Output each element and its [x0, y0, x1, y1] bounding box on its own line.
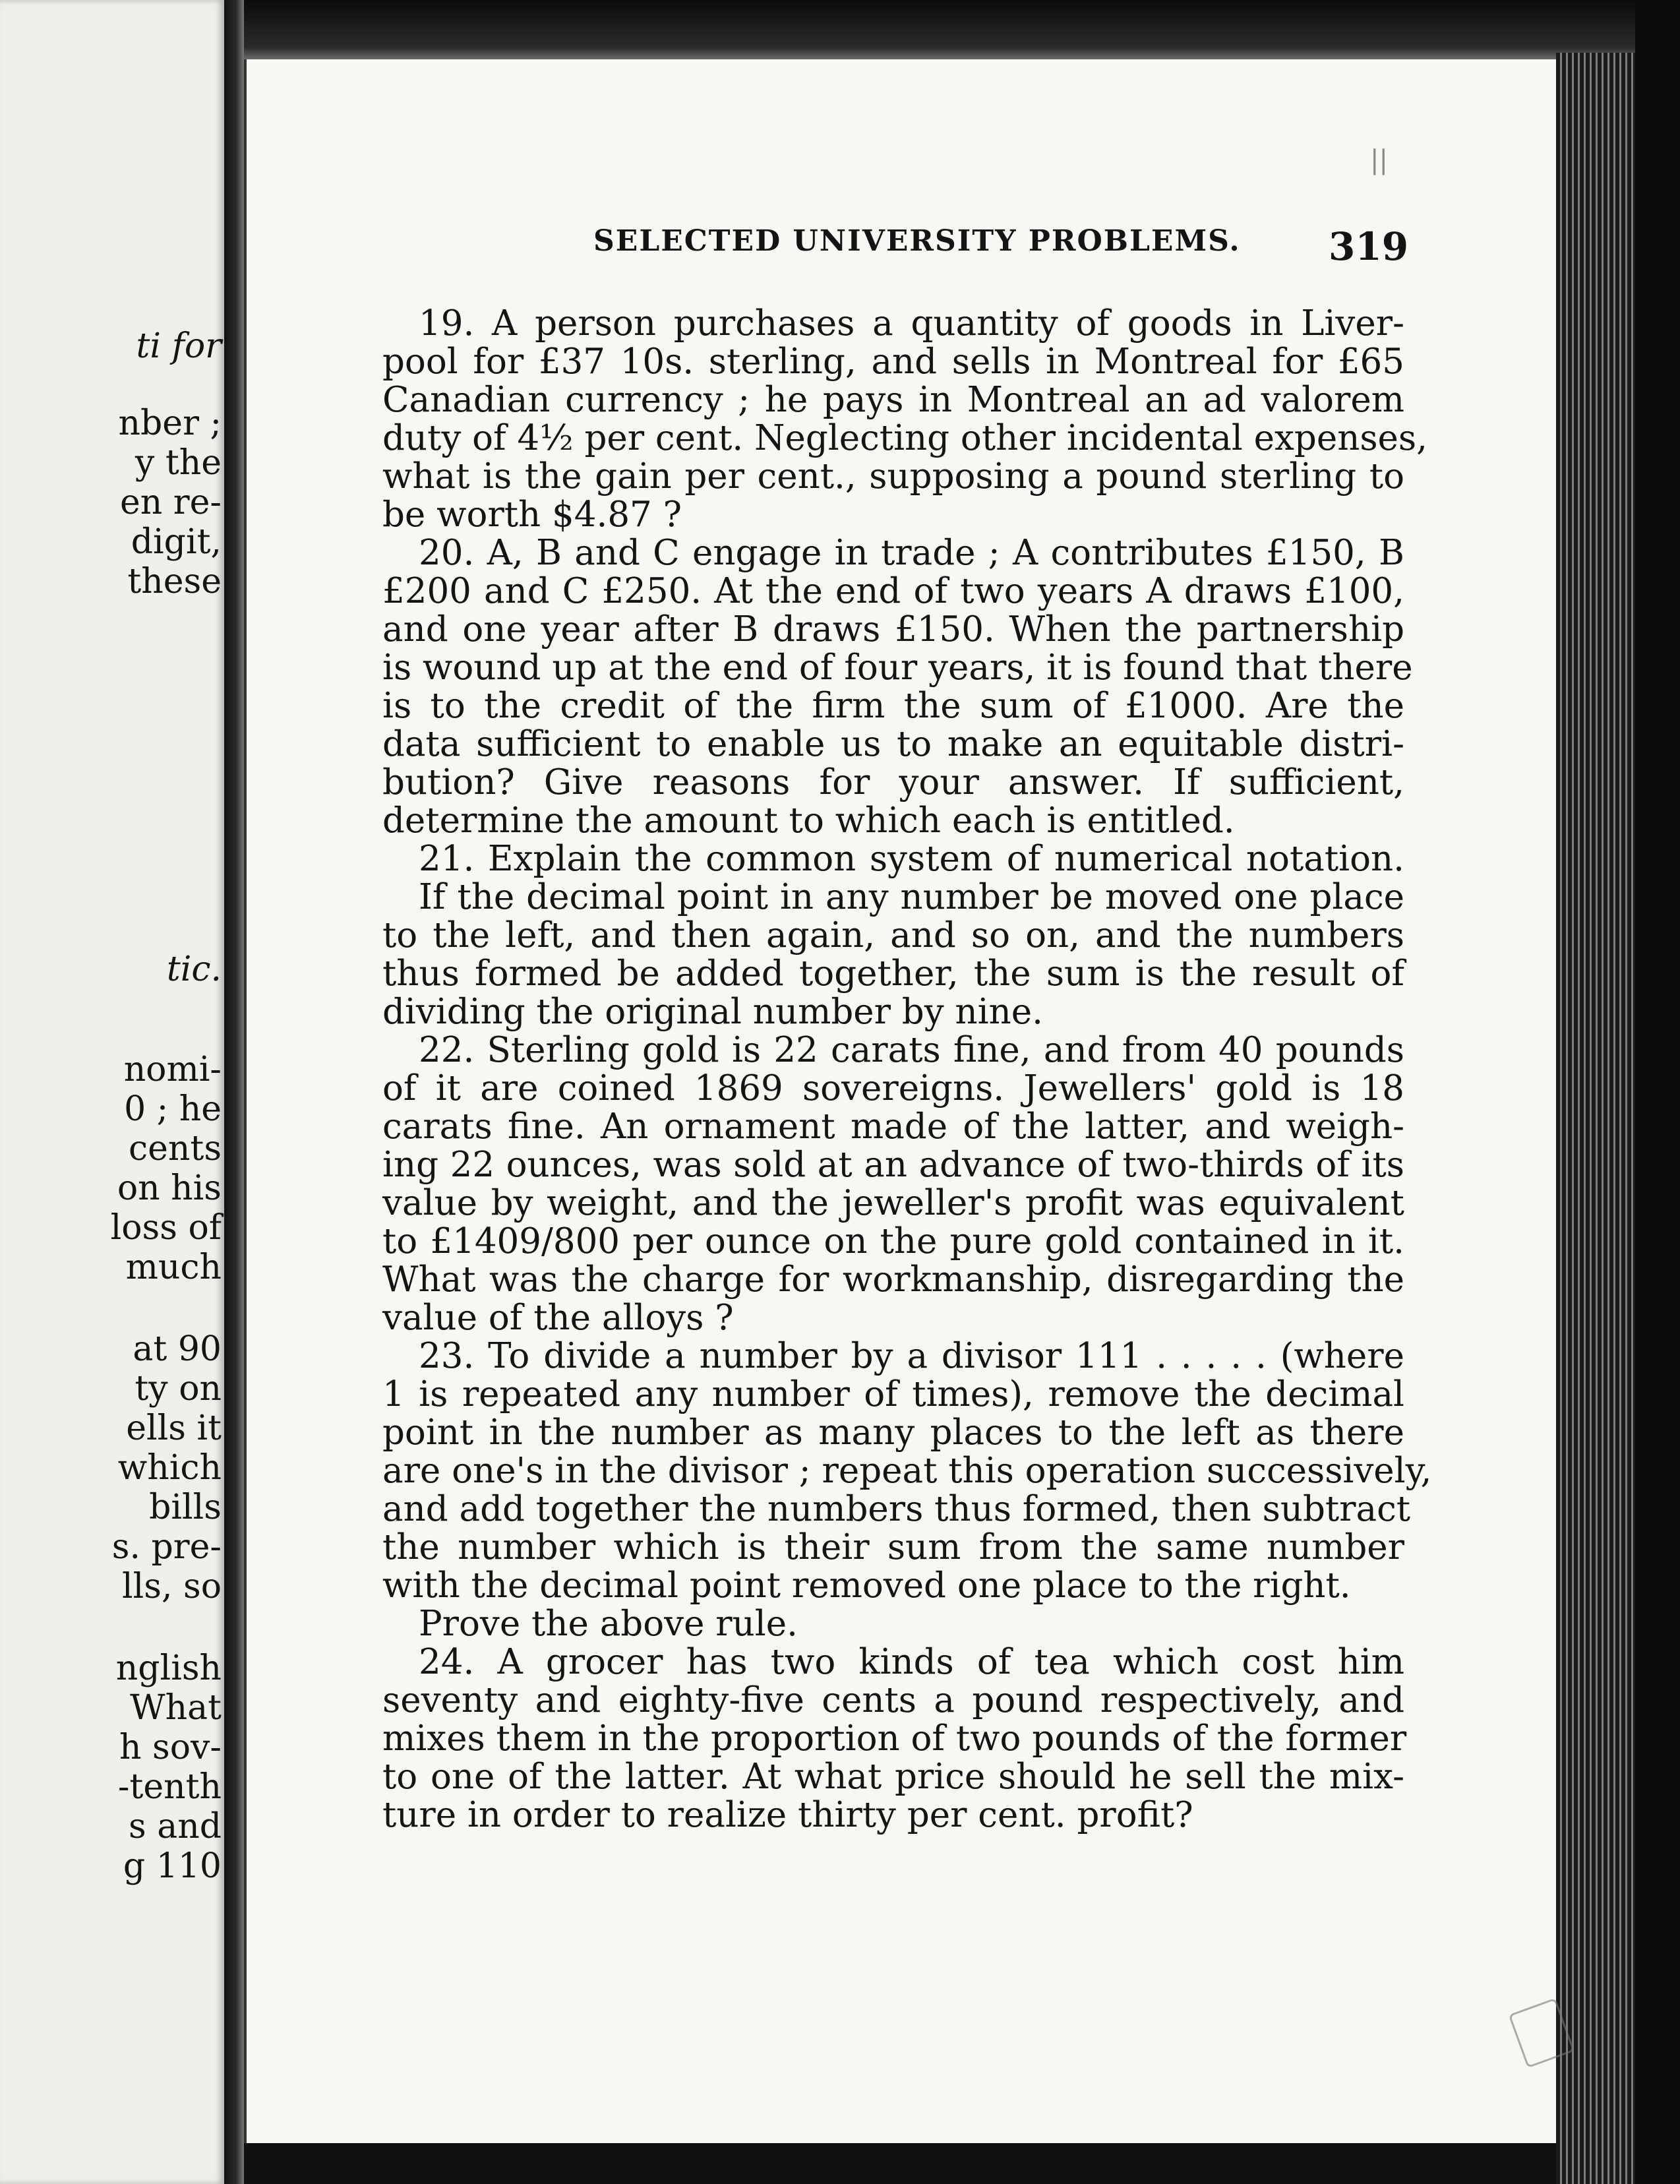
left-fragment: What [130, 1688, 222, 1728]
text-line: thus formed be added together, the sum is the result of [382, 954, 1404, 994]
text-line: £200 and C £250. At the end of two years A draws £100, [382, 571, 1404, 611]
book-gutter [224, 0, 244, 2184]
text-line: 21. Explain the common system of numerical notation. [419, 839, 1404, 879]
left-fragment: y the [135, 443, 222, 483]
left-fragment: loss of [110, 1208, 222, 1248]
text-line: What was the charge for workmanship, disregarding the [382, 1259, 1404, 1300]
text-line: are one's in the divisor ; repeat this operation successively, [382, 1451, 1432, 1491]
left-fragment: much [125, 1248, 222, 1287]
text-line: duty of 4½ per cent. Neglecting other incidental expenses, [382, 418, 1427, 458]
text-line: point in the number as many places to the left as there [382, 1412, 1404, 1453]
page-number: 319 [1329, 224, 1409, 269]
text-line: data sufficient to enable us to make an equitable distri- [382, 724, 1404, 764]
text-line: is wound up at the end of four years, it is found that there [382, 648, 1413, 688]
text-line: what is the gain per cent., supposing a pound sterling to [382, 456, 1404, 497]
left-fragment: cents [129, 1129, 222, 1168]
left-fragment: nglish [115, 1649, 222, 1688]
right-shadow [1635, 0, 1680, 2184]
left-fragment: en re- [120, 483, 222, 522]
text-line: and one year after B draws £150. When the partnership [382, 609, 1404, 650]
text-line: seventy and eighty-five cents a pound respectively, and [382, 1680, 1404, 1720]
text-line: 24. A grocer has two kinds of tea which cost him [419, 1642, 1404, 1682]
text-line: and add together the numbers thus formed, then subtract [382, 1489, 1411, 1529]
left-fragment: at 90 [133, 1329, 222, 1369]
text-line: 23. To divide a number by a divisor 111 . . . . . (where [419, 1336, 1404, 1376]
text-line: If the decimal point in any number be moved one place [419, 877, 1404, 917]
left-fragment: -tenth [117, 1767, 222, 1807]
text-line: to £1409/800 per ounce on the pure gold contained in it. [382, 1221, 1404, 1261]
left-fragment: on his [117, 1168, 222, 1208]
text-line: of it are coined 1869 sovereigns. Jewellers' gold is 18 [382, 1068, 1404, 1108]
text-line: Canadian currency ; he pays in Montreal an ad valorem [382, 380, 1404, 420]
left-fragment: these [127, 562, 222, 601]
text-line: value by weight, and the jeweller's profit was equivalent [382, 1183, 1404, 1223]
text-line: be worth $4.87 ? [382, 495, 682, 535]
text-line: pool for £37 10s. sterling, and sells in Montreal for £65 [382, 342, 1404, 382]
left-fragment: lls, so [122, 1567, 222, 1606]
text-line: 19. A person purchases a quantity of goods in Liver- [419, 303, 1404, 344]
top-shadow [244, 0, 1680, 59]
text-line: ing 22 ounces, was sold at an advance of two-thirds of its [382, 1145, 1404, 1185]
page-edges [1556, 53, 1635, 2184]
text-line: dividing the original number by nine. [382, 992, 1043, 1032]
left-fragment: s and [129, 1807, 222, 1846]
left-fragment: which [117, 1448, 222, 1488]
text-line: value of the alloys ? [382, 1298, 734, 1338]
text-line: mixes them in the proportion of two pounds of the former [382, 1718, 1407, 1759]
text-line: 22. Sterling gold is 22 carats fine, and from 40 pounds [419, 1030, 1404, 1070]
text-line: Prove the above rule. [419, 1604, 798, 1644]
text-line: 20. A, B and C engage in trade ; A contributes £150, B [419, 533, 1404, 573]
left-fragment: tic. [166, 950, 222, 989]
left-fragment: nber ; [118, 404, 222, 443]
left-fragment: ty on [135, 1369, 222, 1409]
left-fragment: nomi- [123, 1050, 222, 1089]
bottom-shadow [244, 2143, 1556, 2184]
text-line: the number which is their sum from the same number [382, 1527, 1404, 1567]
left-fragment: s. pre- [111, 1527, 222, 1567]
left-fragment: h sov- [119, 1728, 222, 1767]
text-line: is to the credit of the firm the sum of £1000. Are the [382, 686, 1404, 726]
text-line: carats fine. An ornament made of the latter, and weigh- [382, 1107, 1404, 1147]
left-fragment: 0 ; he [124, 1089, 222, 1129]
left-page [0, 0, 224, 2184]
text-line: 1 is repeated any number of times), remove the decimal [382, 1374, 1404, 1414]
left-fragment: bills [149, 1488, 222, 1527]
text-line: determine the amount to which each is entitled. [382, 801, 1235, 841]
text-line: ture in order to realize thirty per cent. profit? [382, 1795, 1193, 1835]
text-line: with the decimal point removed one place to the right. [382, 1565, 1351, 1606]
left-fragment: ti for [136, 326, 222, 366]
shelf-mark: || [1370, 145, 1388, 175]
text-line: bution? Give reasons for your answer. If sufficient, [382, 762, 1404, 803]
left-fragment: g 110 [123, 1846, 222, 1886]
running-head: SELECTED UNIVERSITY PROBLEMS. [593, 224, 1241, 258]
left-fragment: digit, [131, 522, 222, 562]
text-line: to the left, and then again, and so on, and the numbers [382, 915, 1404, 956]
text-line: to one of the latter. At what price should he sell the mix- [382, 1757, 1404, 1797]
left-fragment: ells it [126, 1409, 222, 1448]
